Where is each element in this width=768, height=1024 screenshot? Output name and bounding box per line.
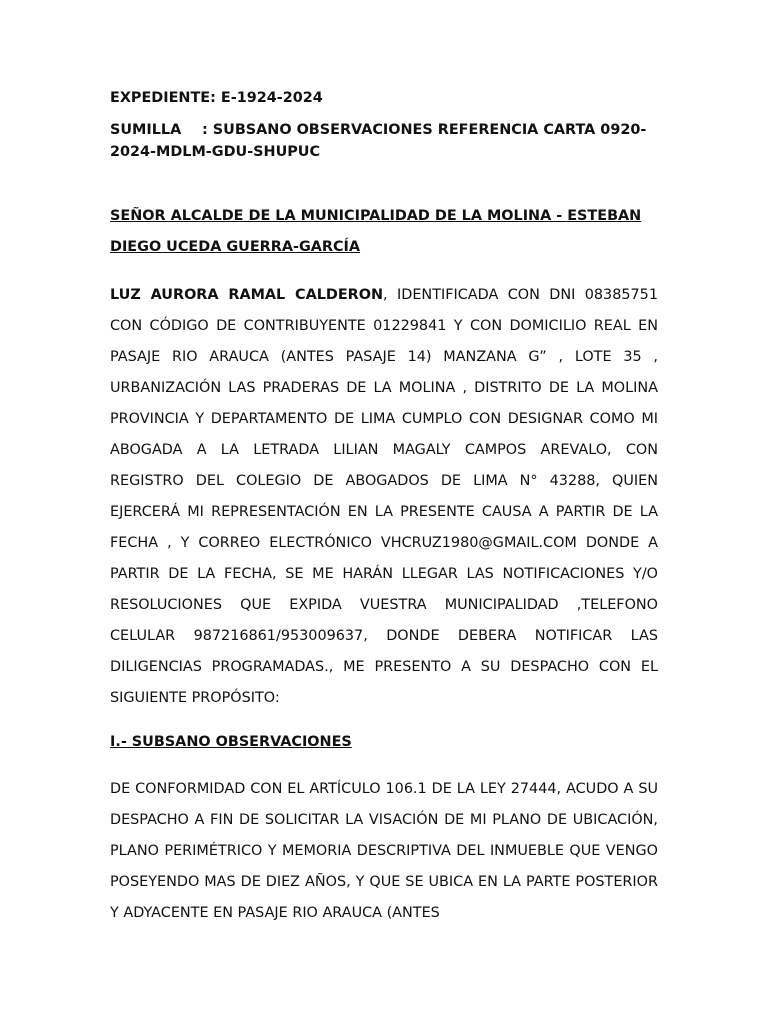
intro-paragraph — [110, 280, 658, 714]
sumilla-block — [110, 119, 658, 163]
addressee-heading: SEÑOR ALCALDE DE LA MUNICIPALIDAD DE LA MOLINA - ESTEBAN DIEGO UCEDA GUERRA-GARCÍA — [110, 208, 642, 255]
section-paragraph: DE CONFORMIDAD CON EL ARTÍCULO 106.1 DE LA LEY 27444, ACUDO A SU DESPACHO A FIN DE SOLICITAR LA VISACIÓN DE MI PLANO DE UBICACIÓN, PLANO PERIMÉTRICO Y MEMORIA DESCRIPTIVA DEL INMUEBLE QUE VENGO POSEYENDO MAS DE DIEZ AÑOS, Y QUE SE UBICA EN LA PARTE POSTERIOR Y ADYACENTE EN PASAJE RIO ARAUCA (ANTES — [110, 781, 658, 921]
section-heading: I.- SUBSANO OBSERVACIONES — [110, 734, 352, 750]
sumilla-text: : SUBSANO OBSERVACIONES REFERENCIA CARTA 0920-2024-MDLM-GDU-SHUPUC — [110, 122, 647, 160]
intro-text: , IDENTIFICADA CON DNI 08385751 CON CÓDIGO DE CONTRIBUYENTE 01229841 Y CON DOMICILIO REAL EN PASAJE RIO ARAUCA (ANTES PASAJE 14) MANZANA G” , LOTE 35 , URBANIZACIÓN LAS PRADERAS DE LA MOLINA , DISTRITO DE LA MOLINA PROVINCIA Y DEPARTAMENTO DE LIMA CUMPLO CON DESIGNAR COMO MI ABOGADA A LA LETRADA LILIAN MAGALY CAMPOS AREVALO, CON REGISTRO DEL COLEGIO DE ABOGADOS DE LIMA N° 43288, QUIEN EJERCERÁ MI REPRESENTACIÓN EN LA PRESENTE CAUSA A PARTIR DE LA FECHA , Y CORREO ELECTRÓNICO VHCRUZ1980@GMAIL.COM DONDE A PARTIR DE LA FECHA, SE ME HARÁN LLEGAR LAS NOTIFICACIONES Y/O RESOLUCIONES QUE EXPIDA VUESTRA MUNICIPALIDAD ,TELEFONO CELULAR 987216861/953009637, DONDE DEBERA NOTIFICAR LAS DILIGENCIAS PROGRAMADAS., ME PRESENTO A SU DESPACHO CON EL SIGUIENTE PROPÓSITO: — [110, 287, 658, 706]
applicant-name: LUZ AURORA RAMAL CALDERON — [110, 287, 384, 303]
expediente-line: EXPEDIENTE: E-1924-2024 — [110, 90, 323, 106]
sumilla-label: SUMILLA — [110, 122, 182, 138]
